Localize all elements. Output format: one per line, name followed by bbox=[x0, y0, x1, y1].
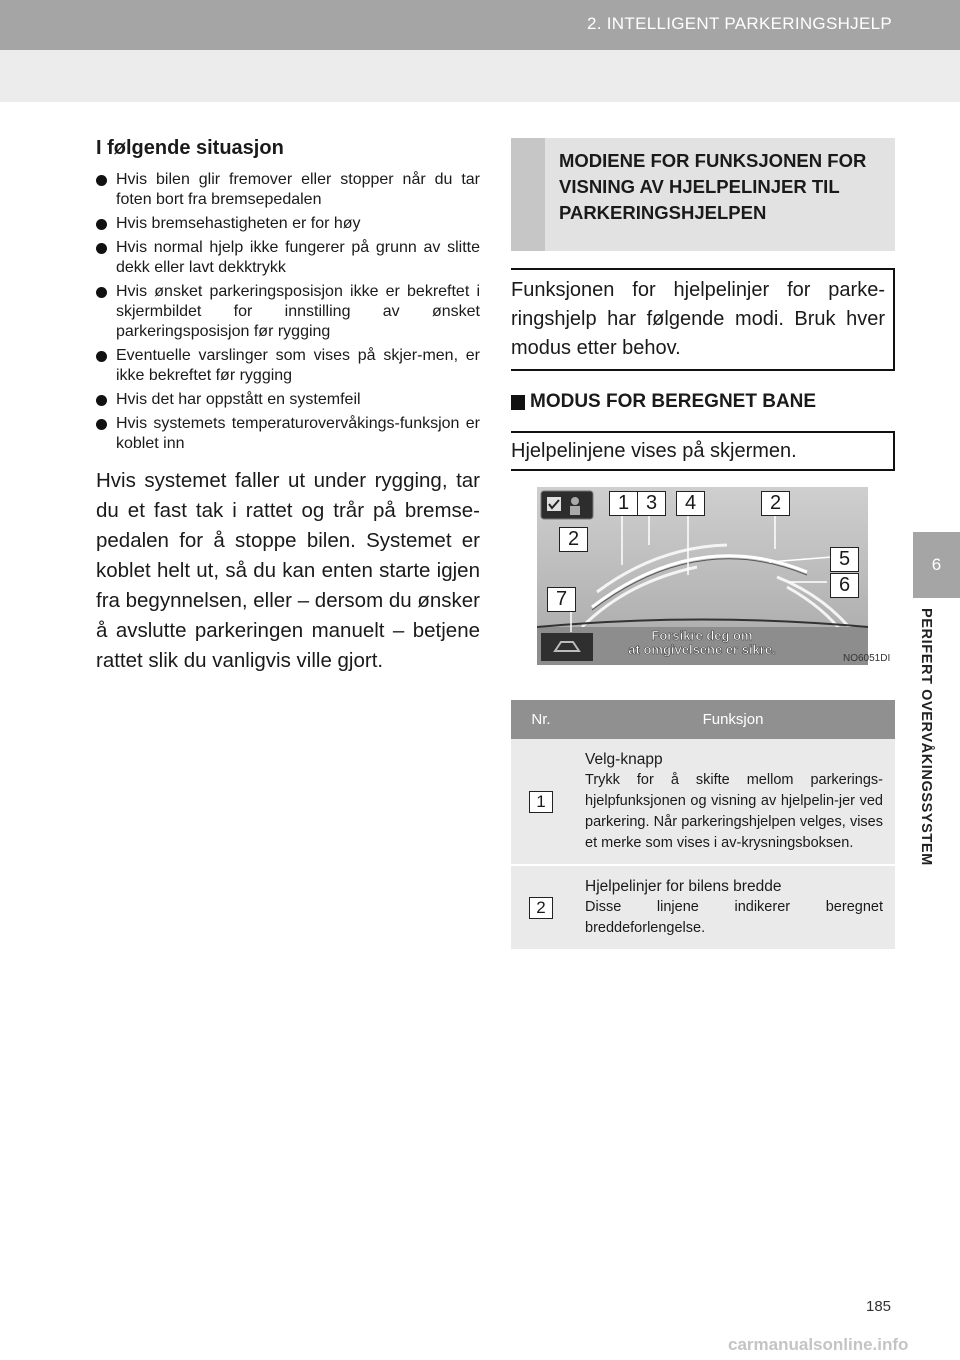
list-item: Eventuelle varslinger som vises på skjer-men, er ikke bekreftet før rygging bbox=[96, 346, 480, 386]
section-heading: MODUS FOR BEREGNET BANE bbox=[511, 391, 895, 413]
callout-5: 5 bbox=[830, 547, 859, 572]
screen-message-line2: at omgivelsene er sikre. bbox=[628, 642, 776, 657]
callout-7: 7 bbox=[547, 587, 576, 612]
row-number: 2 bbox=[529, 897, 553, 919]
chapter-label-text: PERIFERT OVERVÅKINGSSYSTEM bbox=[918, 608, 934, 866]
row-number: 1 bbox=[529, 791, 553, 813]
bullet-icon bbox=[96, 395, 107, 406]
situation-heading: I følgende situasjon bbox=[96, 137, 284, 159]
list-item: Hvis det har oppstått en systemfeil bbox=[96, 390, 480, 410]
page-number: 185 bbox=[866, 1298, 892, 1315]
bullet-icon bbox=[96, 175, 107, 186]
callout-4: 4 bbox=[676, 491, 705, 516]
list-item: Hvis ønsket parkeringsposisjon ikke er bekreftet i skjermbildet for innstilling av ønsket parkeringsposisjon før rygging bbox=[96, 282, 480, 342]
row-description: Disse linjene indikerer beregnet breddeforlengelse. bbox=[585, 899, 883, 936]
list-item: Hvis bilen glir fremover eller stopper når du tar foten bort fra bremsepedalen bbox=[96, 170, 480, 210]
function-table bbox=[511, 700, 895, 949]
table-row bbox=[511, 865, 895, 949]
image-code: NO6051DI bbox=[843, 653, 891, 664]
body-paragraph: Hvis systemet faller ut under rygging, tar du et fast tak i rattet og trår på bremse-pedalen for å stoppe bilen. Systemet er koblet helt ut, så du kan enten starte igjen fra begynnelsen, eller – dersom du ønsker å avslutte parkeringen manuelt – betjene rattet slik du vanligvis ville gjort. bbox=[96, 469, 481, 672]
table-row bbox=[511, 739, 895, 865]
bullet-icon bbox=[96, 351, 107, 362]
row-function-cell bbox=[571, 865, 895, 949]
row-number-cell bbox=[511, 739, 571, 865]
bullet-icon bbox=[96, 243, 107, 254]
note-box: Hjelpelinjene vises på skjermen. bbox=[511, 431, 895, 471]
bullet-icon bbox=[96, 219, 107, 230]
row-number-cell bbox=[511, 865, 571, 949]
row-function-cell bbox=[571, 739, 895, 865]
car-view-icon bbox=[541, 633, 593, 661]
callout-2b: 2 bbox=[761, 491, 790, 516]
callout-6: 6 bbox=[830, 573, 859, 598]
table-header-nr: Nr. bbox=[511, 700, 571, 739]
table-header-function: Funksjon bbox=[571, 700, 895, 739]
watermark: carmanualsonline.info bbox=[728, 1335, 909, 1354]
list-item: Hvis bremsehastigheten er for høy bbox=[96, 214, 480, 234]
list-item: Hvis normal hjelp ikke fungerer på grunn av slitte dekk eller lavt dekktrykk bbox=[96, 238, 480, 278]
parking-screen-illustration bbox=[537, 487, 868, 665]
square-bullet-icon bbox=[511, 395, 525, 410]
bullet-icon bbox=[96, 419, 107, 430]
chapter-label bbox=[918, 608, 938, 928]
title-box-text: MODIENE FOR FUNKSJONEN FOR VISNING AV HJELPELINJER TIL PARKERINGSHJELPEN bbox=[559, 150, 867, 223]
header-bar bbox=[0, 0, 960, 50]
left-column bbox=[96, 137, 480, 676]
header-subbar bbox=[0, 50, 960, 102]
intro-box: Funksjonen for hjelpelinjer for parke-ringshjelp har følgende modi. Bruk hver modus etter behov. bbox=[511, 268, 895, 371]
row-title: Hjelpelinjer for bilens bredde bbox=[585, 878, 782, 895]
callout-1: 2 bbox=[559, 527, 588, 552]
section-title: 2. INTELLIGENT PARKERINGSHJELP bbox=[586, 14, 892, 33]
right-column bbox=[511, 138, 895, 665]
row-title: Velg-knapp bbox=[585, 751, 663, 768]
list-item: Hvis systemets temperaturovervåkings-funksjon er koblet inn bbox=[96, 414, 480, 454]
callout-2a: 1 bbox=[609, 491, 638, 516]
situation-list bbox=[96, 170, 480, 454]
row-description: Trykk for å skifte mellom parkerings-hjelpfunksjonen og visning av hjelpelin-jer ved parkering. Når parkeringshjelpen velges, vises et merke som vises i av-krysningsboksen. bbox=[585, 772, 883, 851]
bullet-icon bbox=[96, 287, 107, 298]
title-stripe bbox=[511, 138, 545, 251]
callout-3: 3 bbox=[637, 491, 666, 516]
chapter-tab: 6 bbox=[913, 532, 960, 598]
screen-message-line1: Forsikre deg om bbox=[651, 628, 753, 643]
title-box bbox=[511, 138, 895, 251]
